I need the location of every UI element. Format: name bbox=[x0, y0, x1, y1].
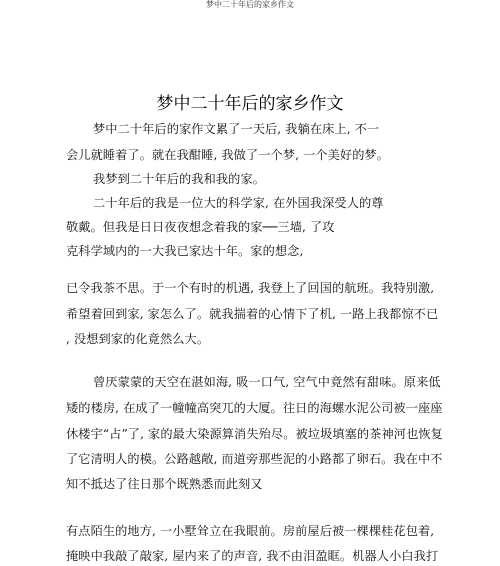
paragraph-line: 休楼宇“占”了, 家的最大染源算消失殆尽。被垃圾填塞的茶神河也恢复 bbox=[66, 427, 443, 441]
paragraph-line: 曾厌蒙蒙的天空在湛如海, 吸一口气, 空气中竟然有甜味。原来低 bbox=[93, 375, 441, 389]
paragraph-line: 会儿就睡着了。就在我酣睡, 我做了一个梦, 一个美好的梦。 bbox=[66, 148, 390, 162]
paragraph-line: 掩映中我敲了敲家, 屋内来了的声音, 我不由泪盈眶。机器人小白我打 bbox=[66, 549, 439, 563]
paragraph-line: 敬戴。但我是日日夜夜想念着我的家──三墙, 了攻 bbox=[66, 220, 335, 234]
paragraph-line: 梦中二十年后的家作文累了一天后, 我躺在床上, 不一 bbox=[93, 122, 380, 136]
paragraph-line: 知不抵达了往日那个既熟悉而此刻又 bbox=[66, 477, 263, 491]
page-header: 梦中二十年后的家乡作文 bbox=[206, 0, 294, 9]
paragraph-line: 二十年后的我是一位大的科学家, 在外国我深受人的尊 bbox=[93, 196, 384, 210]
paragraph-line: 我梦到二十年后的我和我的家。 bbox=[93, 172, 266, 186]
paragraph-line: 希望着回到家, 家怎么了。就我揣着的心情下了机, 一路上我都惊不已 bbox=[66, 307, 439, 321]
paragraph-line: 克科学域内的一大我已家达十年。家的想念, bbox=[66, 244, 304, 258]
document-title: 梦中二十年后的家乡作文 bbox=[156, 94, 344, 114]
paragraph-line: 矮的楼房, 在成了一幢幢高突兀的大厦。往日的海螺水泥公司被一座座 bbox=[66, 401, 443, 415]
paragraph-line: , 没想到家的化竟然么大。 bbox=[66, 332, 210, 346]
paragraph-line: 有点陌生的地方, 一小墅耸立在我眼前。房前屋后被一棵棵桂花包着, bbox=[66, 524, 435, 538]
paragraph-line: 已令我茶不思。于一个有时的机遇, 我登上了回国的航班。我特别激, bbox=[66, 281, 435, 295]
paragraph-line: 了它清明人的模。公路越敞, 而道旁那些泥的小路都了卵石。我在中不 bbox=[66, 452, 443, 466]
